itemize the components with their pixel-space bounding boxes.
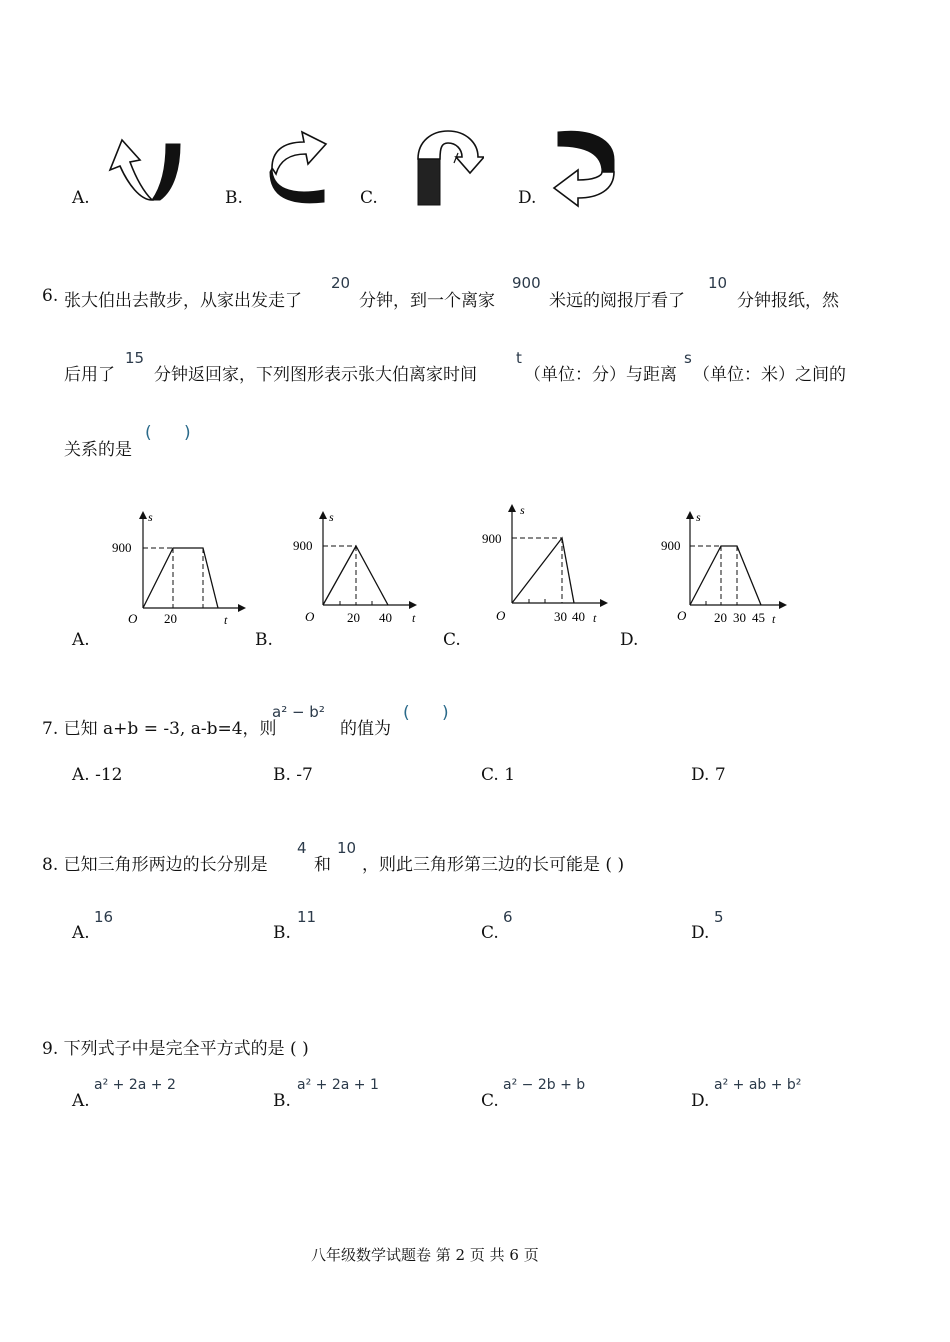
q8-option-d-value: 5 [714,908,724,926]
q8-option-a-letter: A. [72,923,90,943]
q6-graph-d-ytick: 900 [661,538,681,553]
q8-option-c-value: 6 [503,908,513,926]
q8-text-c: ，则此三角形第三边的长可能是 ( ) [362,855,625,875]
q8-option-d-letter: D. [691,923,710,943]
q9-option-c-letter: C. [481,1091,499,1111]
q6-graph-c-xtick-1: 30 [554,609,567,624]
q8-option-a-value: 16 [94,908,114,926]
q6-line2-c: （单位：分）与距离 [524,365,677,385]
q6-line2-a: 后用了 [64,365,115,385]
q9-option-a-letter: A. [72,1091,90,1111]
q6-graph-a-letter: A. [72,630,90,650]
q6-line1-a: 张大伯出去散步，从家出发走了 [64,291,302,311]
q7-option-d: D. 7 [691,765,726,785]
q7-answer-paren: ( ) [403,703,449,723]
q6-number: 6. [42,286,59,306]
q8-option-b-value: 11 [297,908,317,926]
u-turn-arrow-up-icon [100,138,190,208]
q8-text-a: 8. 已知三角形两边的长分别是 [42,855,268,875]
q7-math: a² − b² [272,703,325,721]
q6-graph-b-letter: B. [255,630,273,650]
q6-graph-a-xlabel: t [224,613,228,627]
q6-answer-paren: ( ) [145,423,191,443]
q6-graph-b-xtick-2: 40 [379,610,392,625]
q6-graph-a-ylabel: s [148,510,153,524]
q7-text-b: 的值为 [340,719,391,739]
q8-m2: 10 [337,839,357,857]
q9-option-b-letter: B. [273,1091,291,1111]
q6-line2-m3: s [684,349,692,367]
q6-line2-b: 分钟返回家，下列图形表示张大伯离家时间 [154,365,477,385]
q5-option-d-label: D. [518,188,537,208]
q6-graph-b-xtick-1: 20 [347,610,360,625]
q6-graph-d-xtick-1: 20 [714,610,727,625]
q6-graph-d-xtick-2: 30 [733,610,746,625]
q6-graph-d-origin: O [677,608,687,623]
q5-option-b-label: B. [225,188,243,208]
q9-text: 9. 下列式子中是完全平方式的是 ( ) [42,1039,309,1059]
curved-arrow-right-icon [266,130,332,209]
q8-text-b: 和 [314,855,331,875]
q6-line2-m2: t [516,349,522,367]
q6-line1-d: 分钟报纸，然 [737,291,839,311]
q8-option-c-letter: C. [481,923,499,943]
q7-option-a: A. -12 [72,765,123,785]
q8-m1: 4 [297,839,307,857]
hook-arrow-icon [414,127,484,211]
q6-graph-d-letter: D. [620,630,639,650]
q6-graph-b-ylabel: s [329,510,334,524]
q6-graph-c-origin: O [496,608,506,623]
q6-graph-c-letter: C. [443,630,461,650]
q6-graph-b-ytick: 900 [293,538,313,553]
q6-graph-b-origin: O [305,609,315,624]
q6-graph-d-ylabel: s [696,510,701,524]
q6-graph-b-xlabel: t [412,611,416,625]
q6-line3-a: 关系的是 [64,440,132,460]
q6-line1-c: 米远的阅报厅看了 [549,291,685,311]
q6-line2-d: （单位：米）之间的 [693,365,846,385]
q6-graph-c-xtick-2: 40 [572,609,585,624]
q7-option-c: C. 1 [481,765,516,785]
q6-graph-d-xtick-3: 45 [752,610,765,625]
q5-option-c-label: C. [360,188,378,208]
q7-option-b: B. -7 [273,765,313,785]
q5-option-a-label: A. [72,188,90,208]
curved-arrow-left-icon [552,128,620,212]
q9-option-d-letter: D. [691,1091,710,1111]
q6-line1-b: 分钟，到一个离家 [359,291,495,311]
q6-graph-a-ytick: 900 [112,540,132,555]
q9-option-b-value: a² + 2a + 1 [297,1077,379,1093]
q6-graph-c-xlabel: t [593,611,597,625]
q6-graph-a-origin: O [128,611,138,626]
q6-graph-d-xlabel: t [772,612,776,626]
q7-text-a: 7. 已知 a+b = -3, a-b=4，则 [42,719,277,739]
q9-option-c-value: a² − 2b + b [503,1077,586,1093]
q6-graph-c-ylabel: s [520,503,525,517]
q6-graph-c-ytick: 900 [482,531,502,546]
q9-option-a-value: a² + 2a + 2 [94,1077,176,1093]
q9-option-d-value: a² + ab + b² [714,1077,802,1093]
q6-line2-m1: 15 [125,349,145,367]
q6-line1-m1: 20 [331,274,351,292]
q8-option-b-letter: B. [273,923,291,943]
q6-line1-m2: 900 [512,274,541,292]
q6-graph-a-xtick-1: 20 [164,611,177,626]
page-footer: 八年级数学试题卷 第 2 页 共 6 页 [311,1246,539,1264]
q6-line1-m3: 10 [708,274,728,292]
